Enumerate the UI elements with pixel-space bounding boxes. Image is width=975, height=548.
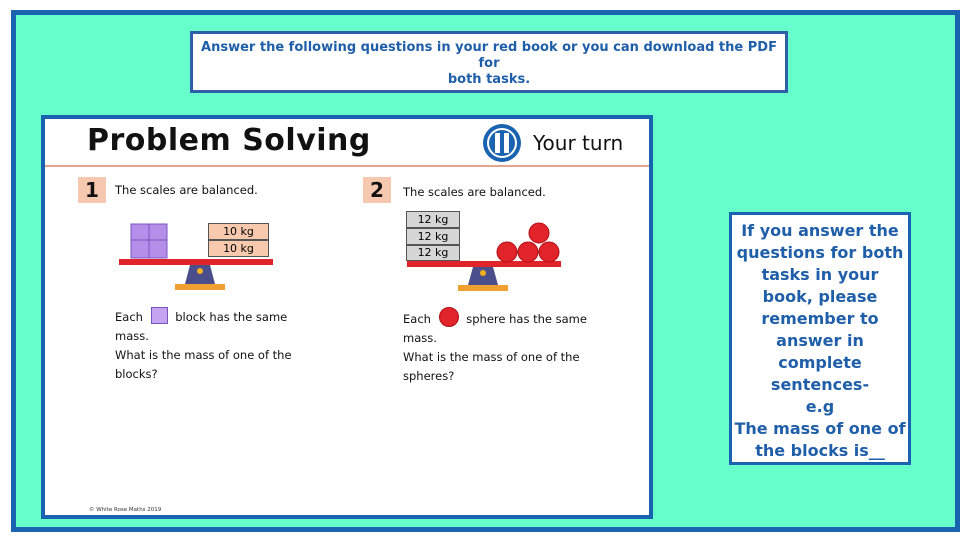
question-1-number: 1 xyxy=(78,177,106,203)
question-2-prompt: The scales are balanced. xyxy=(403,185,546,199)
hint-line-7: complete xyxy=(778,353,862,372)
header-divider xyxy=(45,165,649,167)
q1-line-3: What is the mass of one of the xyxy=(115,348,292,362)
q2-line-2: mass. xyxy=(403,331,437,345)
hint-line-1: If you answer the xyxy=(741,221,899,240)
sphere-icon xyxy=(439,307,459,327)
question-2-body xyxy=(403,307,587,386)
hint-line-9: e.g xyxy=(805,397,835,416)
q1-line-2: mass. xyxy=(115,329,149,343)
pause-icon xyxy=(479,123,525,163)
hint-line-3: tasks in your xyxy=(761,265,879,284)
banner-line-1: Answer the following questions in your red book or you can download the PDF for xyxy=(201,40,777,71)
hint-line-10: The mass of one of xyxy=(734,419,906,438)
hint-line-4: book, please xyxy=(762,287,878,306)
banner-line-2: both tasks. xyxy=(447,72,531,87)
block-icon xyxy=(151,307,168,324)
q1-weight-2: 10 kg xyxy=(208,240,269,257)
q1-each-after: block has the same xyxy=(175,310,288,324)
hint-line-2: questions for both xyxy=(736,243,904,262)
card-title: Problem Solving xyxy=(87,123,371,158)
q2-line-4: spheres? xyxy=(403,369,455,383)
q2-weight-1: 12 kg xyxy=(406,211,460,228)
question-1-prompt: The scales are balanced. xyxy=(115,183,258,197)
question-1-body xyxy=(115,307,292,384)
problem-card xyxy=(41,115,653,519)
question-2-number: 2 xyxy=(363,177,391,203)
q2-weight-2: 12 kg xyxy=(406,228,460,245)
q2-weight-3: 12 kg xyxy=(406,245,460,261)
hint-line-6: answer in xyxy=(776,331,864,350)
hint-line-8: sentences- xyxy=(770,375,870,394)
copyright-footer: © White Rose Maths 2019 xyxy=(89,507,162,513)
hint-box xyxy=(729,212,911,465)
q1-line-4: blocks? xyxy=(115,367,158,381)
q1-weight-1: 10 kg xyxy=(208,223,269,240)
your-turn-label: Your turn xyxy=(533,131,624,155)
hint-line-5: remember to xyxy=(761,309,879,328)
hint-line-11: the blocks is__ xyxy=(755,441,885,460)
q2-each-before: Each xyxy=(403,312,431,326)
q2-each-after: sphere has the same xyxy=(466,312,587,326)
q1-each-before: Each xyxy=(115,310,143,324)
q2-line-3: What is the mass of one of the xyxy=(403,350,580,364)
instruction-banner xyxy=(190,31,788,93)
